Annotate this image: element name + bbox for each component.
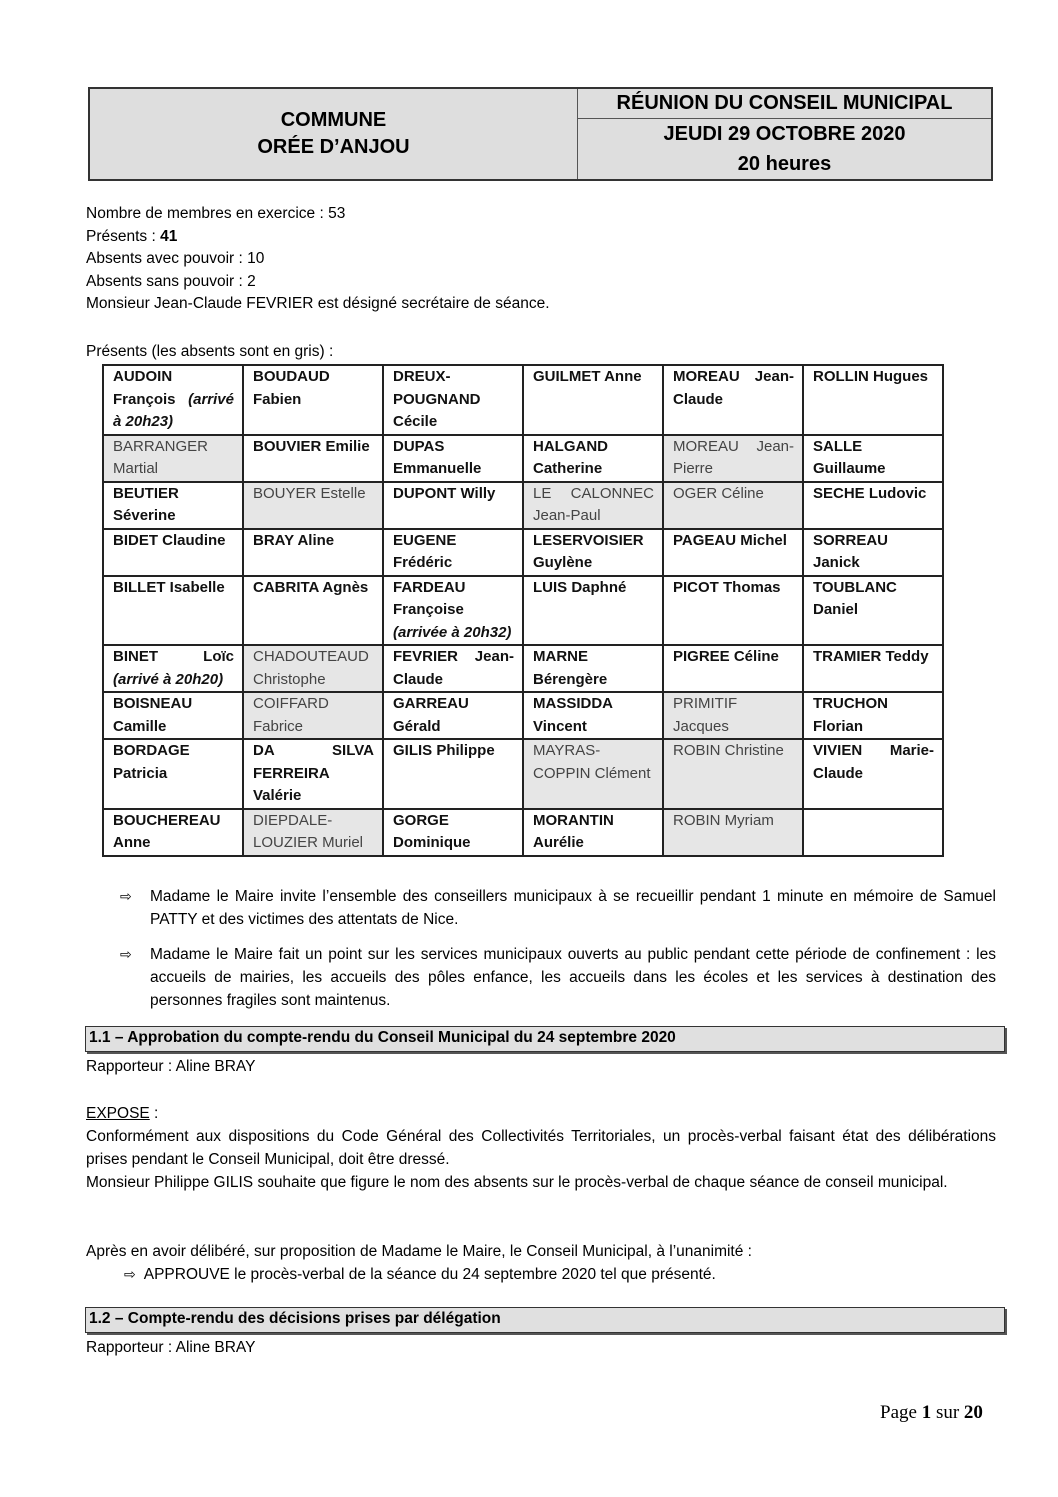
member-name: LUIS Daphné	[533, 578, 627, 596]
announcement-item: ⇨ Madame le Maire invite l’ensemble des conseillers municipaux à se recueillir pendant 1 minute en mémoire de Samuel PATTY et des victimes des attentats de Nice.	[120, 885, 996, 931]
member-name: FEVRIER Jean-Claude	[393, 648, 514, 688]
member-cell-present	[803, 692, 943, 739]
member-name: SECHE Ludovic	[813, 484, 927, 502]
member-name: COIFFARD Fabrice	[253, 695, 329, 735]
members-row	[103, 365, 943, 435]
members-count-line: Nombre de membres en exercice : 53	[86, 205, 346, 222]
member-cell-absent	[103, 435, 243, 482]
section-1-2-rapporteur: Rapporteur : Aline BRAY	[86, 1339, 256, 1356]
members-row	[103, 692, 943, 739]
member-name: DREUX-POUGNAND Cécile	[393, 368, 481, 430]
member-name: LESERVOISIER Guylène	[533, 531, 644, 571]
member-name: PICOT Thomas	[673, 578, 781, 596]
commune-name: ORÉE D’ANJOU	[257, 136, 410, 158]
member-name: DA SILVA FERREIRA Valérie	[253, 742, 374, 804]
member-name: MOREAU Jean-Pierre	[673, 437, 794, 477]
member-cell-present	[243, 576, 383, 646]
member-name: GORGE Dominique	[393, 811, 471, 851]
member-name: BOUDAUD Fabien	[253, 368, 330, 408]
member-cell-present	[803, 482, 943, 529]
member-name: DUPAS Emmanuelle	[393, 437, 482, 477]
members-row	[103, 435, 943, 482]
member-cell-present	[383, 645, 523, 692]
arrow-right-icon: ⇨	[124, 1266, 136, 1282]
member-cell-present	[103, 529, 243, 576]
meeting-title: RÉUNION DU CONSEIL MUNICIPAL	[578, 89, 991, 119]
announcements	[120, 885, 996, 1024]
member-cell-present	[383, 482, 523, 529]
expose-paragraph-2: Monsieur Philippe GILIS souhaite que figure le nom des absents sur le procès-verbal de chaque séance de conseil municipal.	[86, 1174, 948, 1191]
member-cell-present	[803, 365, 943, 435]
members-table	[102, 364, 944, 857]
member-cell-present	[103, 739, 243, 809]
member-cell-absent	[663, 482, 803, 529]
member-name: TOUBLANC Daniel	[813, 578, 897, 618]
member-cell-present	[803, 809, 943, 856]
presents-title: Présents (les absents sont en gris) :	[86, 343, 334, 360]
member-cell-present	[523, 645, 663, 692]
absent-proxy-line: Absents avec pouvoir : 10	[86, 250, 265, 267]
meeting-block	[578, 89, 991, 179]
arrival-note: (arrivé à 20h20)	[113, 670, 224, 688]
announcement-item: ⇨ Madame le Maire fait un point sur les services municipaux ouverts au public pendant cette période de confinement : les accueils de mairies, les accueils des pôles enfance, les accueils dans les écoles et les services à destination des personnes fragiles sont maintenus.	[120, 943, 996, 1012]
member-cell-absent	[523, 482, 663, 529]
member-cell-present	[523, 529, 663, 576]
member-cell-present	[523, 809, 663, 856]
member-name: PIGREE Céline	[673, 648, 779, 665]
document-header	[88, 87, 993, 181]
member-cell-present	[523, 435, 663, 482]
member-name: SALLE Guillaume	[813, 437, 886, 477]
member-cell-present	[383, 529, 523, 576]
member-cell-present	[103, 365, 243, 435]
member-cell-present	[663, 576, 803, 646]
member-cell-absent	[243, 482, 383, 529]
member-cell-present	[243, 365, 383, 435]
section-1-2-title: 1.2 – Compte-rendu des décisions prises par délégation	[85, 1307, 1005, 1333]
members-row	[103, 576, 943, 646]
present-count-line: Présents : 41	[86, 227, 178, 245]
section-1-1-rapporteur: Rapporteur : Aline BRAY	[86, 1058, 256, 1075]
meeting-time: 20 heures	[737, 153, 832, 175]
members-row	[103, 645, 943, 692]
member-cell-absent	[243, 692, 383, 739]
decision-item: ⇨ APPROUVE le procès-verbal de la séance du 24 septembre 2020 tel que présenté.	[124, 1266, 716, 1283]
member-cell-absent	[663, 739, 803, 809]
member-name: DIEPDALE-LOUZIER Muriel	[253, 811, 364, 851]
member-cell-present	[243, 739, 383, 809]
arrival-note: (arrivé à 20h23)	[113, 390, 234, 430]
attendance-stats	[86, 203, 550, 316]
member-cell-present	[523, 576, 663, 646]
expose-paragraph-1: Conformément aux dispositions du Code Général des Collectivités Territoriales, un procès-verbal faisant état des délibérations prises pendant le Conseil Municipal, doit être dressé.	[86, 1128, 996, 1168]
member-name: HALGAND Catherine	[533, 437, 608, 477]
member-cell-absent	[243, 645, 383, 692]
member-cell-present	[803, 739, 943, 809]
members-row	[103, 529, 943, 576]
expose-heading: EXPOSE :	[86, 1105, 159, 1122]
member-cell-absent	[523, 739, 663, 809]
member-cell-absent	[663, 692, 803, 739]
member-cell-present	[243, 435, 383, 482]
commune-block	[90, 89, 578, 179]
arrow-right-icon: ⇨	[120, 946, 132, 962]
member-cell-absent	[663, 435, 803, 482]
member-cell-present	[103, 482, 243, 529]
members-row	[103, 809, 943, 856]
member-cell-present	[803, 435, 943, 482]
member-name: MARNE Bérengère	[533, 648, 608, 688]
member-name: BOUVIER Emilie	[253, 437, 370, 455]
member-name: BIDET Claudine	[113, 531, 226, 549]
member-name: BEUTIER Séverine	[113, 484, 179, 524]
member-cell-absent	[243, 809, 383, 856]
member-cell-present	[383, 809, 523, 856]
member-cell-absent	[663, 809, 803, 856]
arrow-right-icon: ⇨	[120, 888, 132, 904]
member-name: ROBIN Christine	[673, 742, 784, 759]
meeting-date: JEUDI 29 OCTOBRE 2020	[663, 123, 906, 145]
page-number: Page 1 sur 20	[880, 1402, 983, 1423]
member-cell-present	[803, 645, 943, 692]
member-cell-present	[103, 692, 243, 739]
member-name: MAYRAS-COPPIN Clément	[533, 742, 651, 782]
deliberation-line: Après en avoir délibéré, sur proposition de Madame le Maire, le Conseil Municipal, à l’unanimité :	[86, 1243, 752, 1260]
member-name: PRIMITIF Jacques	[673, 695, 738, 735]
absent-noproxy-line: Absents sans pouvoir : 2	[86, 272, 256, 290]
member-cell-present	[103, 809, 243, 856]
member-name: BINET Loïc	[113, 648, 234, 665]
member-name: GUILMET Anne	[533, 368, 642, 385]
arrival-note: (arrivée à 20h32)	[393, 623, 512, 641]
member-name: MOREAU Jean-Claude	[673, 368, 794, 408]
member-cell-present	[383, 576, 523, 646]
member-name: BARRANGER Martial	[113, 437, 209, 477]
member-cell-present	[663, 645, 803, 692]
member-cell-present	[523, 365, 663, 435]
member-name: DUPONT Willy	[393, 484, 496, 502]
member-cell-present	[663, 365, 803, 435]
members-row	[103, 482, 943, 529]
member-cell-present	[383, 692, 523, 739]
member-name: GILIS Philippe	[393, 742, 495, 759]
members-row	[103, 739, 943, 809]
member-cell-present	[243, 529, 383, 576]
member-name: EUGENE Frédéric	[393, 531, 457, 571]
member-name: VIVIEN Marie-Claude	[813, 742, 934, 782]
member-cell-present	[103, 576, 243, 646]
member-name: BOUYER Estelle	[253, 484, 366, 502]
member-name: GARREAU Gérald	[393, 695, 469, 735]
member-name: BOUCHEREAU Anne	[113, 811, 221, 851]
member-cell-present	[803, 529, 943, 576]
member-name: AUDOIN François	[113, 368, 176, 408]
member-name: OGER Céline	[673, 484, 764, 502]
member-name: ROBIN Myriam	[673, 811, 774, 829]
member-cell-present	[803, 576, 943, 646]
member-cell-present	[103, 645, 243, 692]
member-name: BRAY Aline	[253, 531, 335, 549]
member-name: ROLLIN Hugues	[813, 368, 928, 385]
member-name: FARDEAU Françoise	[393, 578, 466, 618]
member-cell-present	[383, 365, 523, 435]
member-name: BORDAGE Patricia	[113, 742, 190, 782]
member-name: PAGEAU Michel	[673, 531, 787, 549]
member-name: BOISNEAU Camille	[113, 695, 193, 735]
commune-label: COMMUNE	[280, 109, 387, 131]
member-name: CHADOUTEAUD Christophe	[253, 648, 369, 688]
section-1-1-title: 1.1 – Approbation du compte-rendu du Conseil Municipal du 24 septembre 2020	[85, 1026, 1005, 1052]
member-name: LE CALONNEC Jean-Paul	[533, 484, 654, 524]
secretary-line: Monsieur Jean-Claude FEVRIER est désigné secrétaire de séance.	[86, 295, 550, 312]
member-name: BILLET Isabelle	[113, 578, 225, 596]
member-name: MASSIDDA Vincent	[533, 695, 614, 735]
member-name: CABRITA Agnès	[253, 578, 369, 596]
member-name: TRAMIER Teddy	[813, 648, 929, 665]
member-cell-present	[383, 435, 523, 482]
member-name: TRUCHON Florian	[813, 695, 888, 735]
member-cell-present	[383, 739, 523, 809]
member-cell-present	[523, 692, 663, 739]
member-name: MORANTIN Aurélie	[533, 811, 614, 851]
member-cell-present	[663, 529, 803, 576]
member-name: SORREAU Janick	[813, 531, 889, 571]
